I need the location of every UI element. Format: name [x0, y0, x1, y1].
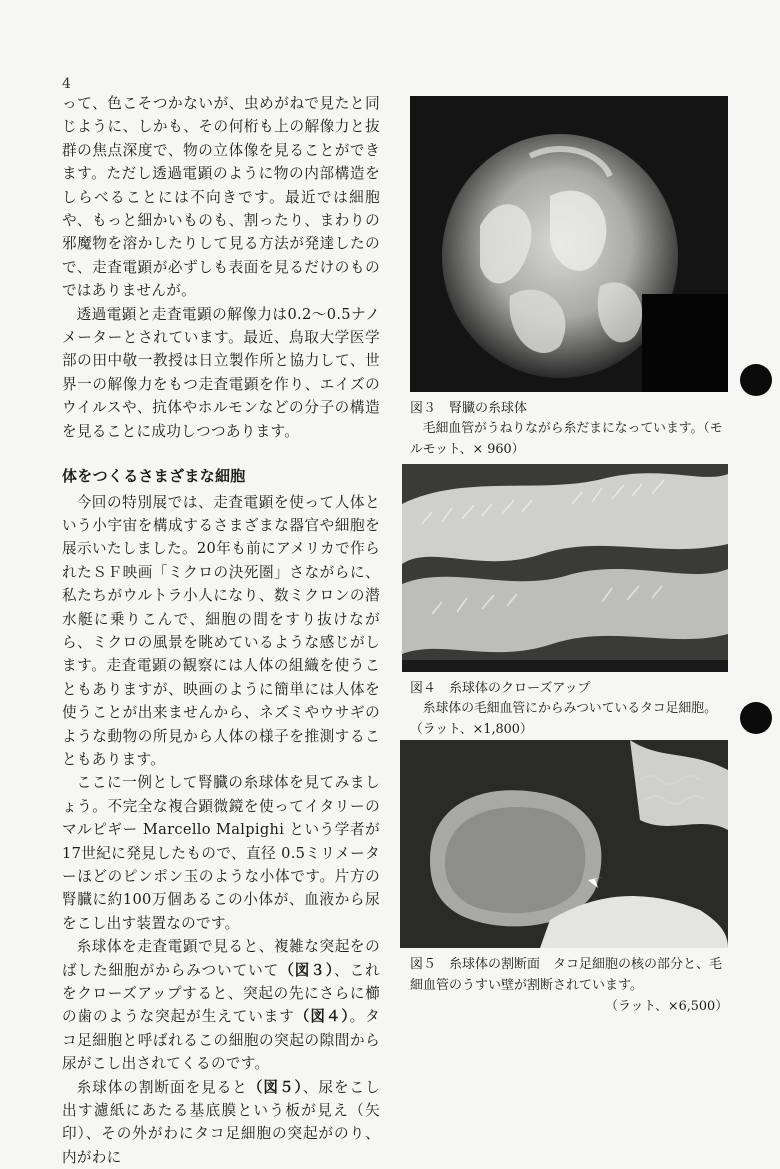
paragraph-6	[62, 1076, 380, 1169]
figure-3-caption: 毛細血管がうねりながら糸だまになっています。（モルモット、× 960）	[410, 421, 723, 457]
figure-4-caption: 糸球体の毛細血管にからみついているタコ足細胞。（ラット、×1,800）	[410, 701, 717, 737]
figure-4-title: 図４ 糸球体のクローズアップ	[410, 681, 591, 696]
figure-reference-3: （図３）	[279, 961, 335, 979]
figure-reference-5: （図５）	[247, 1078, 303, 1096]
page-number: 4	[62, 76, 71, 92]
glomerulus-photo-icon	[410, 96, 728, 392]
figure-3-title: 図３ 腎臓の糸球体	[410, 401, 528, 416]
punch-hole-bottom	[740, 702, 772, 734]
paragraph-2: 透過電顕と走査電顕の解像力は0.2〜0.5ナノメーターとされています。最近、鳥取大学医学部の田中敬一教授は日立製作所と協力して、世界一の解像力をもつ走査電顕を作り、エイズのウイルスや、抗体やホルモンなどの分子の構造を見ることに成功しつつあります。	[62, 305, 380, 440]
figure-3-photo	[410, 96, 728, 392]
paragraph-6-text-b: 、尿をこし出す濾紙にあたる基底膜という板が見え（矢印）、その外がわにタコ足細胞の突起がのり、内がわに	[62, 1078, 380, 1166]
paragraph-6-text-a: 糸球体の割断面を見ると	[76, 1078, 248, 1096]
paragraph-5	[62, 935, 380, 1075]
paragraph-3: 今回の特別展では、走査電顕を使って人体という小宇宙を構成するさまざまな器官や細胞を展示いたしました。20年も前にアメリカで作られたＳＦ映画「ミクロの決死圏」さながらに、私たちがウルトラ小人になり、数ミクロンの潜水艇に乗りこんで、細胞の間をすり抜けながら、ミクロの風景を眺めているような感じがします。走査電顕の観察には人体の組織を使うこともありますが、映画のように簡単には人体を使うことが出来ませんから、ネズミやウサギのような動物の所見から人体の様子を推測することもあります。	[62, 493, 380, 768]
paragraph-5-text-b: 、これをクローズアップすると、突起の先にさらに櫛の歯のような突起が生えています	[62, 961, 380, 1026]
paragraph-5-text-a: 糸球体を走査電顕で見ると、複雑な突起をのばした細胞がからみついていて	[62, 938, 380, 979]
paragraph-1: って、色こそつかないが、虫めがねで見たと同じように、しかも、その何桁も上の解像力と抜群の焦点深度で、物の立体像を見ることができます。ただし透過電顕のように物の内部構造をしらべることには不向きです。最近では細胞や、もっと細かいものも、割ったり、まわりの邪魔物を溶かしたりして見る方法が発達したので、走査電顕が必ずしも表面を見るだけのものではありませんが。	[62, 95, 380, 300]
paragraph-4: ここに一例として腎臓の糸球体を見てみましょう。不完全な複合顕微鏡を使ってイタリーのマルピギー Marcello Malpighi という学者が17世紀に発見したもので、直径 0.5ミリメーターほどのピンポン玉のような小体です。片方の腎臓に約100万個あるこの小体が、血液から尿をこし出す装置なのです。	[62, 774, 380, 932]
figure-reference-4: （図４）	[294, 1008, 350, 1026]
figure-4-photo	[402, 464, 728, 672]
paragraph-5-text-c: 。タコ足細胞と呼ばれるこの細胞の突起の隙間から尿がこし出されてくるのです。	[62, 1008, 380, 1073]
figure-5-photo	[400, 740, 728, 948]
article-body	[62, 92, 380, 1169]
section-heading: 体をつくるさまざまな細胞	[62, 467, 246, 486]
glomerulus-cross-section-photo-icon	[400, 740, 728, 948]
figure-5-caption: （ラット、×6,500）	[605, 999, 728, 1014]
figure-5-title: 図５ 糸球体の割断面 タコ足細胞の核の部分と、毛細血管のうすい壁が割断されています。	[410, 957, 723, 993]
podocyte-closeup-photo-icon	[402, 464, 728, 672]
punch-hole-top	[740, 364, 772, 396]
